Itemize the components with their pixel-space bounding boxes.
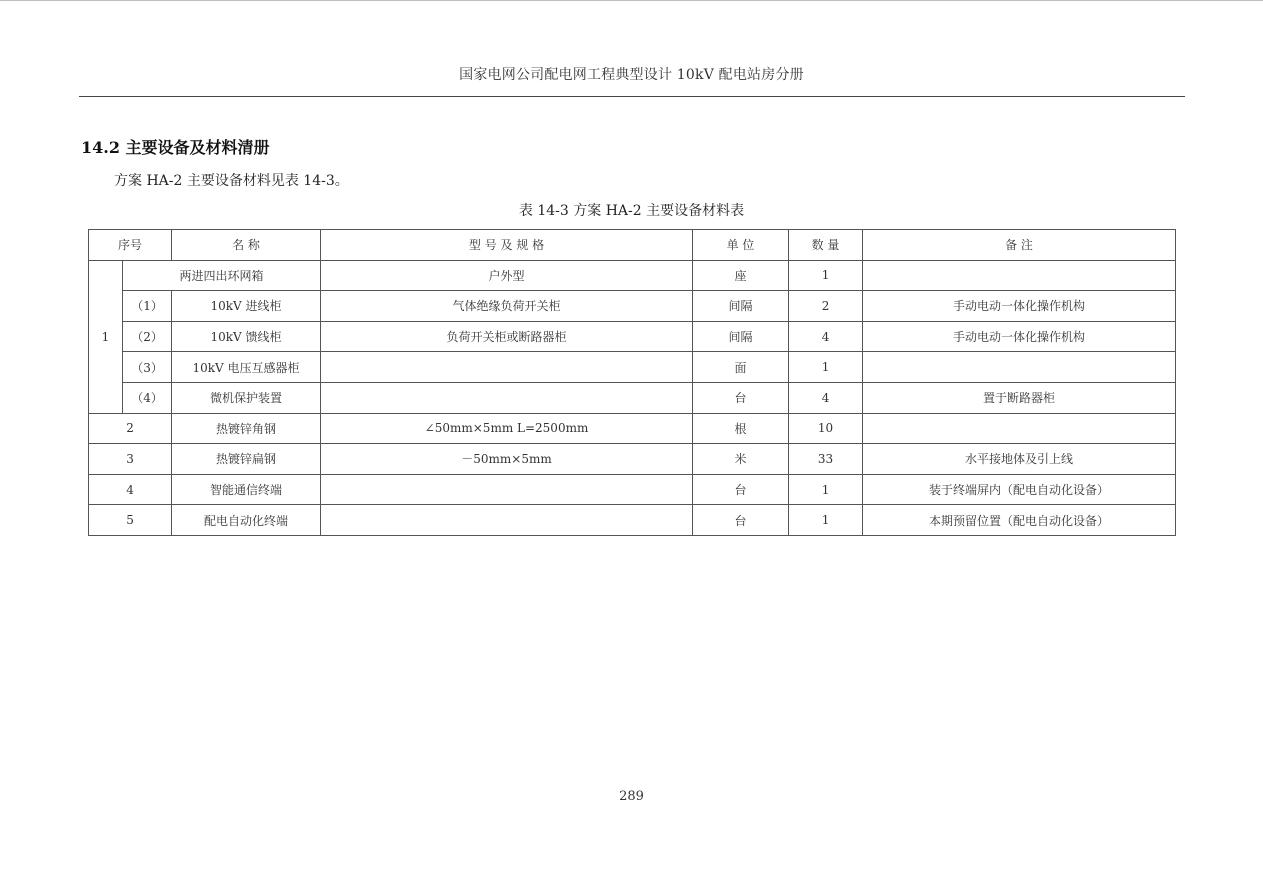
materials-table [88,229,1176,536]
cell-unit: 台 [693,474,789,505]
table-row [89,291,1176,322]
table-row [89,352,1176,383]
cell-spec [321,474,693,505]
table-row [89,260,1176,291]
cell-spec: 气体绝缘负荷开关柜 [321,291,693,322]
cell-note: 手动电动一体化操作机构 [863,321,1176,352]
cell-note: 装于终端屏内（配电自动化设备） [863,474,1176,505]
cell-note: 手动电动一体化操作机构 [863,291,1176,322]
header-spec: 型 号 及 规 格 [321,230,693,261]
cell-unit: 根 [693,413,789,444]
cell-seq: 5 [89,505,172,536]
cell-spec: 户外型 [321,260,693,291]
cell-subseq: （3） [123,352,172,383]
cell-subseq: （2） [123,321,172,352]
cell-name: 热镀锌扁钢 [172,444,321,475]
cell-seq: 2 [89,413,172,444]
cell-qty: 2 [789,291,863,322]
intro-paragraph: 方案 HA-2 主要设备材料见表 14-3。 [114,173,349,189]
cell-name: 热镀锌角钢 [172,413,321,444]
cell-qty: 1 [789,260,863,291]
cell-note: 水平接地体及引上线 [863,444,1176,475]
header-name: 名 称 [172,230,321,261]
section-title: 14.2 主要设备及材料清册 [81,138,270,157]
cell-unit: 面 [693,352,789,383]
page-number: 289 [619,789,644,804]
cell-spec: －50mm×5mm [321,444,693,475]
cell-name: 10kV 电压互感器柜 [172,352,321,383]
cell-seq: 3 [89,444,172,475]
page-header: 国家电网公司配电网工程典型设计 10kV 配电站房分册 [459,67,804,83]
cell-spec [321,505,693,536]
group-seq: 1 [89,260,123,413]
table-row [89,505,1176,536]
cell-name: 两进四出环网箱 [123,260,321,291]
table-row [89,474,1176,505]
cell-qty: 1 [789,474,863,505]
cell-unit: 座 [693,260,789,291]
cell-name: 10kV 进线柜 [172,291,321,322]
cell-unit: 间隔 [693,291,789,322]
cell-name: 10kV 馈线柜 [172,321,321,352]
cell-note [863,413,1176,444]
cell-note [863,352,1176,383]
header-note: 备 注 [863,230,1176,261]
cell-qty: 4 [789,382,863,413]
cell-subseq: （4） [123,382,172,413]
cell-unit: 间隔 [693,321,789,352]
table-header-row [89,230,1176,261]
cell-qty: 10 [789,413,863,444]
header-unit: 单 位 [693,230,789,261]
table-row [89,413,1176,444]
cell-spec [321,382,693,413]
header-rule [79,96,1185,97]
cell-note [863,260,1176,291]
cell-unit: 米 [693,444,789,475]
table-row [89,382,1176,413]
cell-unit: 台 [693,505,789,536]
cell-note: 置于断路器柜 [863,382,1176,413]
cell-unit: 台 [693,382,789,413]
cell-spec: 负荷开关柜或断路器柜 [321,321,693,352]
page-top-border [0,0,1263,1]
cell-subseq: （1） [123,291,172,322]
cell-name: 智能通信终端 [172,474,321,505]
table-caption: 表 14-3 方案 HA-2 主要设备材料表 [518,203,745,219]
header-seq: 序号 [89,230,172,261]
cell-qty: 1 [789,505,863,536]
cell-note: 本期预留位置（配电自动化设备） [863,505,1176,536]
cell-spec [321,352,693,383]
cell-spec: ∠50mm×5mm L=2500mm [321,413,693,444]
cell-qty: 1 [789,352,863,383]
header-qty: 数 量 [789,230,863,261]
cell-qty: 4 [789,321,863,352]
table-row [89,444,1176,475]
cell-qty: 33 [789,444,863,475]
cell-name: 配电自动化终端 [172,505,321,536]
table-row [89,321,1176,352]
cell-name: 微机保护装置 [172,382,321,413]
cell-seq: 4 [89,474,172,505]
